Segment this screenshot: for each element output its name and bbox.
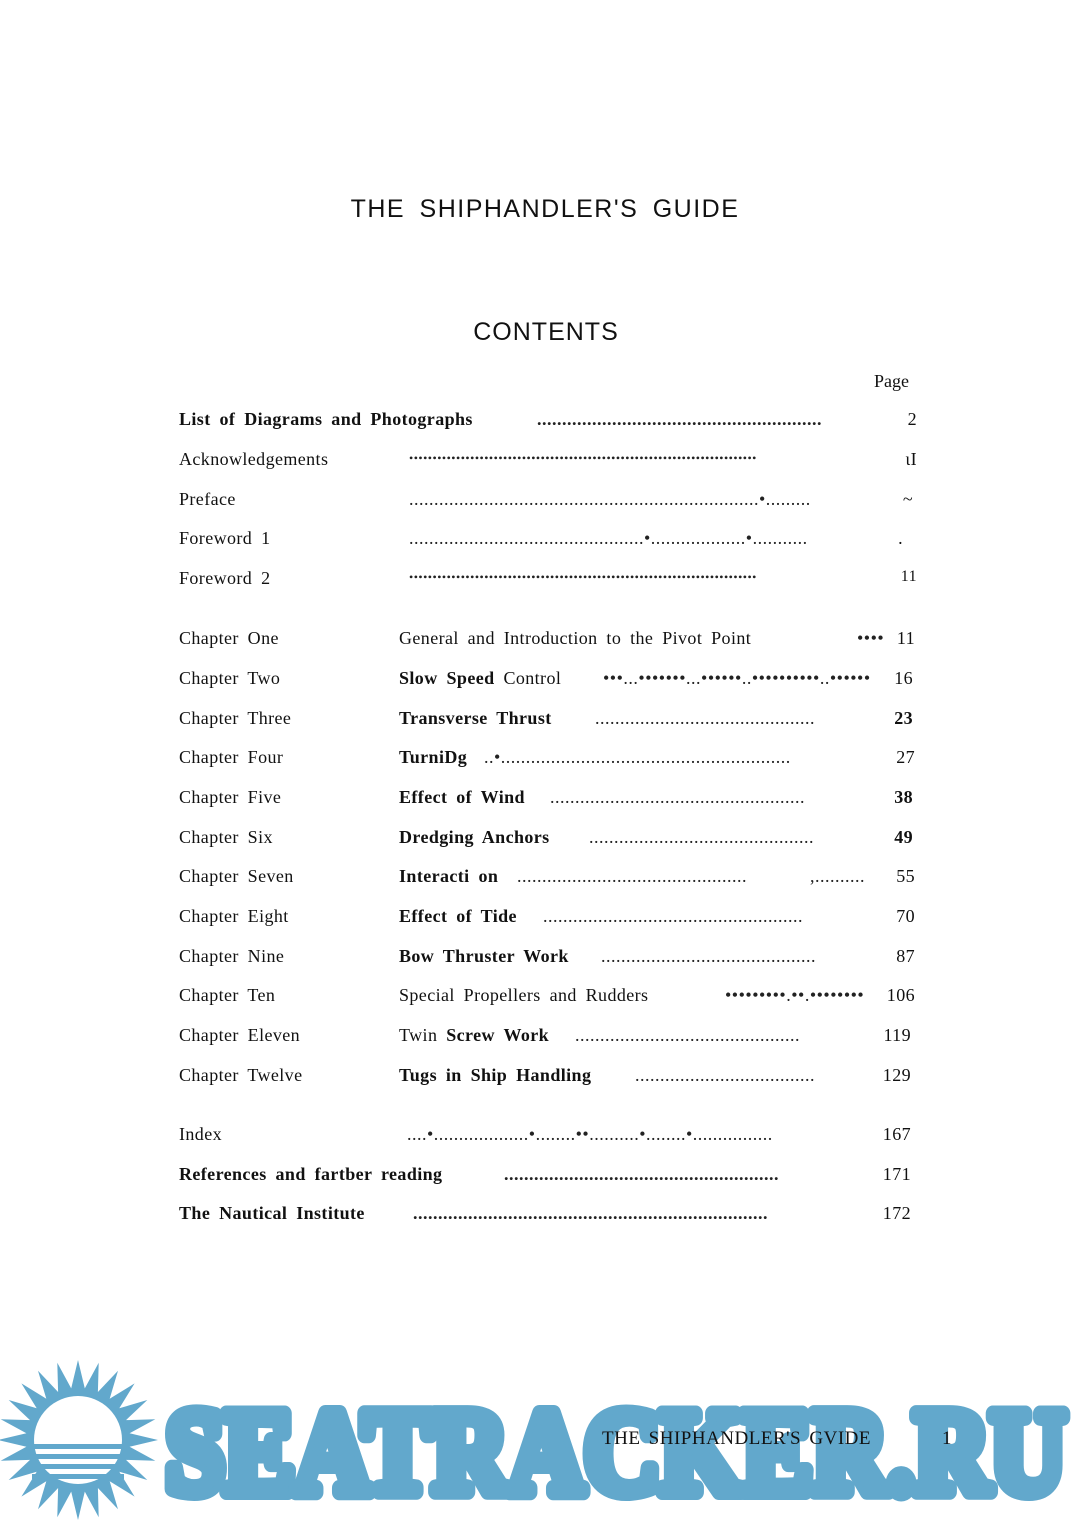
toc-row-chapter-one[interactable]: [179, 628, 919, 658]
chapter-number: Chapter One: [179, 628, 279, 648]
toc-page: 106: [886, 985, 915, 1005]
toc-row-chapter-five[interactable]: [179, 787, 919, 817]
leader-dots: ...........................................: [601, 946, 816, 966]
toc-page: ɩI: [905, 449, 917, 469]
leader-dots: ••••••••••••••••••••••••••••••••••••••••••••••••••••••••••••••••••••••••••: [409, 570, 757, 584]
toc-row-chapter-six[interactable]: [179, 827, 919, 857]
chapter-title: General and Introduction to the Pivot Point: [399, 628, 752, 648]
toc-label: List of Diagrams and Photographs: [179, 409, 473, 429]
chapter-number: Chapter Three: [179, 708, 292, 728]
leader-dots: ....•...................•........••..........•........•................: [407, 1124, 773, 1144]
chapter-title-bold: Effect of Wind: [399, 787, 525, 807]
toc-label: Index: [179, 1124, 222, 1144]
chapter-number: Chapter Seven: [179, 866, 294, 886]
leader-dots: .............................................: [589, 827, 814, 847]
footer-page-number: 1: [942, 1428, 952, 1449]
toc-row-foreword-2[interactable]: [179, 568, 919, 598]
chapter-number: Chapter Twelve: [179, 1065, 303, 1085]
toc-row-references[interactable]: [179, 1164, 919, 1194]
footer-running-title: THE SHIPHANDLER'S GVIDE: [602, 1428, 871, 1449]
leader-dots: .........................................................: [537, 409, 822, 429]
toc-page: 87: [896, 946, 915, 966]
toc-page: 16: [894, 668, 913, 688]
chapter-title: Special Propellers and Rudders: [399, 985, 649, 1005]
toc-page: 38: [894, 787, 913, 807]
leader-dots: ••••: [857, 628, 885, 648]
toc-page: 49: [894, 827, 913, 847]
chapter-number: Chapter Five: [179, 787, 282, 807]
chapter-number: Chapter Ten: [179, 985, 276, 1005]
leader-dots-tail: ,..........: [810, 866, 865, 886]
toc-row-chapter-eleven[interactable]: [179, 1025, 919, 1055]
toc-row-chapter-twelve[interactable]: [179, 1065, 919, 1095]
leader-dots: .......................................................: [504, 1164, 779, 1184]
toc-page: 55: [896, 866, 915, 886]
leader-dots: ...............................................•...................•...........: [409, 528, 808, 548]
toc-label: Preface: [179, 489, 236, 509]
toc-row-chapter-three[interactable]: [179, 708, 919, 738]
toc-row-foreword-1[interactable]: [179, 528, 919, 558]
chapter-title-bold: Bow Thruster Work: [399, 946, 569, 966]
leader-dots: .............................................: [575, 1025, 800, 1045]
toc-row-preface[interactable]: [179, 489, 919, 519]
toc-page: 2: [907, 409, 917, 429]
chapter-title-bold: TurniDg: [399, 747, 468, 767]
leader-dots: ....................................................: [543, 906, 803, 926]
leader-dots: ......................................................................•.........: [409, 489, 811, 509]
leader-dots: ..............................................: [517, 866, 747, 886]
chapter-number: Chapter Six: [179, 827, 273, 847]
toc-row-chapter-seven[interactable]: [179, 866, 919, 896]
chapter-title-bold: Interacti on: [399, 866, 499, 886]
contents-heading: CONTENTS: [473, 318, 619, 346]
leader-dots: ..•..........................................................: [484, 747, 791, 767]
toc-page: ~: [902, 489, 913, 509]
toc-page: 119: [883, 1025, 911, 1045]
toc-label: Acknowledgements: [179, 449, 329, 469]
toc-page: 23: [894, 708, 913, 728]
chapter-title: Twin: [399, 1025, 438, 1045]
toc-row-chapter-four[interactable]: [179, 747, 919, 777]
chapter-title-bold: Tugs in Ship Handling: [399, 1065, 592, 1085]
chapter-title: Control: [503, 668, 562, 688]
chapter-number: Chapter Four: [179, 747, 284, 767]
leader-dots: ....................................: [635, 1065, 815, 1085]
chapter-title-bold: Transverse Thrust: [399, 708, 552, 728]
leader-dots: •••••••••.••.••••••••: [725, 985, 865, 1005]
toc-row-chapter-eight[interactable]: [179, 906, 919, 936]
leader-dots: ••••••••••••••••••••••••••••••••••••••••••••••••••••••••••••••••••••••••••: [409, 451, 757, 465]
toc-page: .: [898, 528, 903, 548]
chapter-title-bold: Slow Speed: [399, 668, 495, 688]
toc-row-acknowledgements[interactable]: [179, 449, 919, 479]
toc-row-nautical-institute[interactable]: [179, 1203, 919, 1233]
toc-label: The Nautical Institute: [179, 1203, 365, 1223]
leader-dots: •••...•••••••...••••••..••••••••••..••••••: [603, 668, 871, 688]
leader-dots: ............................................: [595, 708, 815, 728]
toc-page: 11: [896, 628, 915, 648]
chapter-title-bold: Effect of Tide: [399, 906, 517, 926]
toc-page: 172: [882, 1203, 911, 1223]
toc-label: Foreword 1: [179, 528, 271, 548]
chapter-title-bold: Dredging Anchors: [399, 827, 550, 847]
leader-dots: .......................................................................: [413, 1203, 768, 1223]
toc-page: 11: [900, 568, 917, 585]
sun-logo-icon: [0, 1360, 158, 1520]
toc-row-list-of-diagrams[interactable]: [179, 409, 919, 439]
toc-row-chapter-nine[interactable]: [179, 946, 919, 976]
toc-label: Foreword 2: [179, 568, 271, 588]
watermark-text: SEATRACKER.RU: [166, 1385, 1066, 1518]
toc-row-chapter-two[interactable]: [179, 668, 919, 698]
leader-dots: ...................................................: [550, 787, 805, 807]
toc-page: 27: [896, 747, 915, 767]
page-column-label: Page: [874, 371, 909, 391]
chapter-number: Chapter Eleven: [179, 1025, 301, 1045]
chapter-number: Chapter Nine: [179, 946, 285, 966]
toc-page: 171: [882, 1164, 911, 1184]
toc-label: References and fartber reading: [179, 1164, 443, 1184]
chapter-number: Chapter Two: [179, 668, 281, 688]
toc-row-chapter-ten[interactable]: [179, 985, 919, 1015]
toc-page: 167: [882, 1124, 911, 1144]
toc-row-index[interactable]: [179, 1124, 919, 1154]
toc-page: 70: [896, 906, 915, 926]
watermark-text-outline: SEATRACKER.RU: [166, 1385, 1066, 1518]
chapter-number: Chapter Eight: [179, 906, 289, 926]
document-title: THE SHIPHANDLER'S GUIDE: [350, 195, 740, 223]
chapter-title-bold: Screw Work: [446, 1025, 550, 1045]
seatracker-watermark: [0, 1360, 1080, 1521]
toc-page: 129: [882, 1065, 911, 1085]
